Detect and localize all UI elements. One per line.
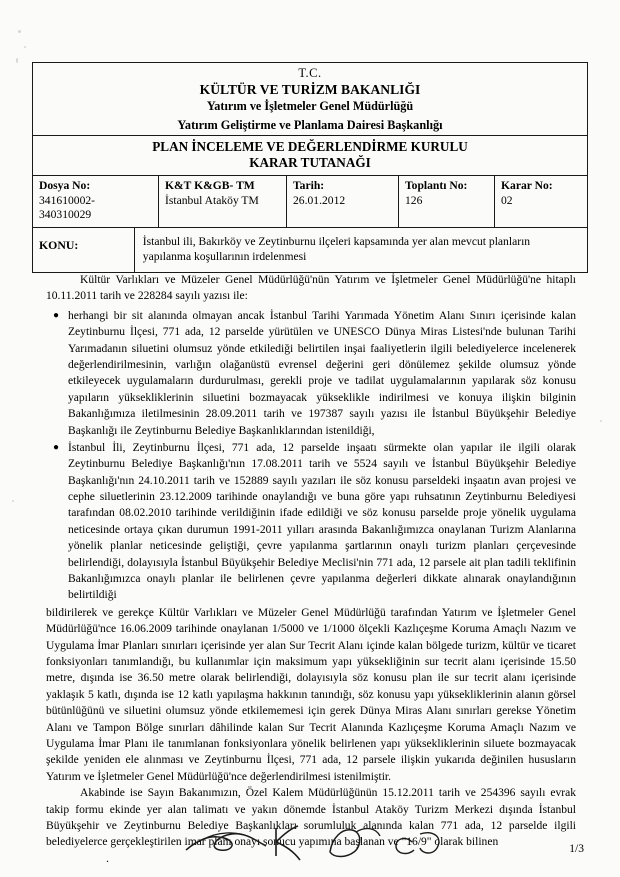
footer-left-dot: . <box>106 851 109 865</box>
dosya-label: Dosya No: <box>39 179 91 193</box>
paragraph-intro: Kültür Varlıkları ve Müzeler Genel Müdürlüğü'nün Yatırım ve İşletmeler Genel Müdürlüğü'ne hitaplı 10.11.2011 tarih ve 228284 sayılı yazısı ile: <box>46 274 576 303</box>
tarih-value: 26.01.2012 <box>293 193 346 207</box>
scan-speck <box>12 500 14 502</box>
scan-speck <box>18 30 21 33</box>
bullet-text-2: İstanbul İli, Zeytinburnu İlçesi, 771 ada, 12 parselde inşaatı sürmekte olan yapılar ile ilgili olarak Zeytinburnu Belediye Başkanlığı'nın 17.08.2011 tarih ve 5524 sayılı ve İstanbul Büyükşehir Belediye Başkanlığı'nın 24.10.2011 tarih ve 152889 sayılı yazıları ile söz konusu parseldeki inşaatın avan projesi ve cephe siluetlerinin 23.12.2009 tarihinde onaylandığı ve buna göre yapı ruhsatının Zeytinburnu Belediyesi tarafından 08.02.2010 tarihinde verildiğinin ifade edildiği ve söz konusu parselde proje yönelik uygulama neticesinde ortaya çıkan durumun 1991-2011 yılları arasında Bakanlığımızca onaylanan Turizm Alanlarına yönelik planlar neticesinde geliştiği, çevre yapılanma şartlarının onaylı turizm planları çerçevesinde belirlendiği, dolayısıyla İstanbul Büyükşehir Belediye Meclisi'nin 771 ada, 12 parsele ait plan tadili teklifinin Bakanlığımızca onaylı planlar ile belirlenen çevre yapılanma değerleri dikkate alınarak onaylandığının belirtildiği <box>68 441 576 602</box>
header-line-tc: T.C. <box>298 66 322 80</box>
toplanti-value: 126 <box>405 193 423 207</box>
dosya-value-line1: 341610002- <box>39 193 96 207</box>
bullet-icon: ● <box>53 441 60 453</box>
meta-cell-toplanti <box>399 176 495 226</box>
meta-cell-karar <box>495 176 587 226</box>
scan-speck <box>16 58 18 63</box>
bullet-text-1: herhangi bir sit alanında olmayan ancak İstanbul Tarihi Yarımada Yönetim Alanı Sınırı içerisinde kalan Zeytinburnu İlçesi, 771 ada, 12 parselde yürütülen ve UNESCO Dünya Miras Listesi'nde bulunan Tarihi Yarımadanın siluetini olumsuz yönde etkilediği belirtilen inşai faaliyetlerin ilgili belediyelerce incelenerek değerlendirilmesinin, varlığın olağanüstü evrensel değerini geri dönülemez şekilde olumsuz yönde etkileyecek uygulamaların durdurulması, gerekli proje ve tadilat uygulamalarının yapılarak söz konusu yapıların yüksekliklerinin siluetini bozmayacak yükseklikle indirilmesi ve konuya ilişkin bilginin Bakanlığımıza iletilmesinin 28.09.2011 tarih ve 197387 sayılı yazısı ile İstanbul Büyükşehir Belediye Başkanlığı ile Zeytinburnu Belediye Başkanlıklarından istenildiği, <box>68 309 576 437</box>
header-board-title-line2: KARAR TUTANAĞI <box>249 155 371 171</box>
meta-cell-kt <box>159 176 287 226</box>
konu-label: KONU: <box>33 228 135 272</box>
list-item <box>46 440 576 604</box>
bullet-icon: ● <box>53 309 60 321</box>
meta-row <box>33 176 587 227</box>
karar-value: 02 <box>501 193 513 207</box>
signature-area <box>180 820 480 868</box>
document-body <box>46 272 576 851</box>
header-department: Yatırım Geliştirme ve Planlama Dairesi Başkanlığı <box>33 115 587 137</box>
header-directorate: Yatırım ve İşletmeler Genel Müdürlüğü <box>206 99 414 114</box>
header-board-title <box>33 136 587 176</box>
scan-speck <box>24 46 26 48</box>
meta-cell-dosya <box>33 176 159 226</box>
toplanti-label: Toplantı No: <box>405 179 468 193</box>
kt-label: K&T K&GB- TM <box>165 179 255 193</box>
meta-cell-tarih <box>287 176 399 226</box>
tarih-label: Tarih: <box>293 179 325 193</box>
list-item <box>46 308 576 439</box>
signature-strokes <box>180 820 480 868</box>
karar-label: Karar No: <box>501 179 553 193</box>
dosya-value-line2: 340310029 <box>39 208 92 222</box>
paragraph-two: bildirilerek ve gerekçe Kültür Varlıkları ve Müzeler Genel Müdürlüğü tarafından Yatırım ve İşletmeler Genel Müdürlüğü'nce 16.06.2009 tarihinde onaylanan 1/5000 ve 1/1000 ölçekli Kazlıçeşme Koruma Amaçlı Nazım ve Uygulama İmar Planları sınırları içerisinde yer alan Sur Tecrit Alanı içinde kalan bölgede turizm, kültür ve ticaret fonksiyonları tanımlandığı, bu kullanımlar için maksimum yapı yüksekliğinin sur tecrit alanı içerisinde 15.50 metre, dışında ise 36.50 metre olarak belirlendiği, dolayısıyla söz konusu plan ile sur tecrit alanı içerisinde yaklaşık 5 katlı, dışında ise 12 katlı yapılaşma hakkının tanındığı, söz konusu yapı yüksekliklerinin alanın görsel bütünlüğünü ve siluetini olumsuz yönde etkilememesi için gerek Dünya Miras Alanı sınırları gerekse Yönetim Alanı ve Tampon Bölge sınırları dâhilinde kalan Sur Tecrit Alanında Kazlıçeşme Koruma Amaçlı Nazım ve Uygulama İmar Planı ile tanımlanan fonksiyonlara yönelik belirlenen yapı yüksekliklerinin siluete bozmayacak şekilde yeniden ele alınması ve Zeytinburnu İlçesi, 771 ada, 12 parsele ilişkin yukarıda değinilen hususların Yatırım ve İşletmeler Genel Müdürlüğü'nce değerlendirilmesi istenilmiştir. <box>46 606 576 783</box>
kt-value: İstanbul Ataköy TM <box>165 193 259 207</box>
header-ministry: KÜLTÜR VE TURİZM BAKANLIĞI <box>199 82 421 97</box>
konu-value: İstanbul ili, Bakırköy ve Zeytinburnu ilçeleri kapsamında yer alan mevcut planların yapılanma koşullarının irdelenmesi <box>142 234 531 264</box>
konu-row <box>33 228 587 272</box>
scan-speck <box>600 420 602 422</box>
document-header-table <box>32 62 588 273</box>
page-number: 1/3 <box>569 843 584 855</box>
paragraph-three: Akabinde ise Sayın Bakanımızın, Özel Kalem Müdürlüğünün 15.12.2011 tarih ve 254396 sayılı evrak takip formu ekinde yer alan talimatı ve yakın dönemde İstanbul Ataköy Turizm Merkezi dışında İstanbul Büyükşehir ve Zeytinburnu Belediye Başkanlıkları sorumluluk alanında kalan 771 ada, 12 parselde ilgili belediyelerce gerçekleştirilen imar planı onayı sonucu yapımına başlanan ve "16/9" olarak bilinen <box>46 787 576 849</box>
bullet-list <box>46 308 576 604</box>
header-board-title-line1: PLAN İNCELEME VE DEĞERLENDİRME KURULU <box>152 139 468 155</box>
